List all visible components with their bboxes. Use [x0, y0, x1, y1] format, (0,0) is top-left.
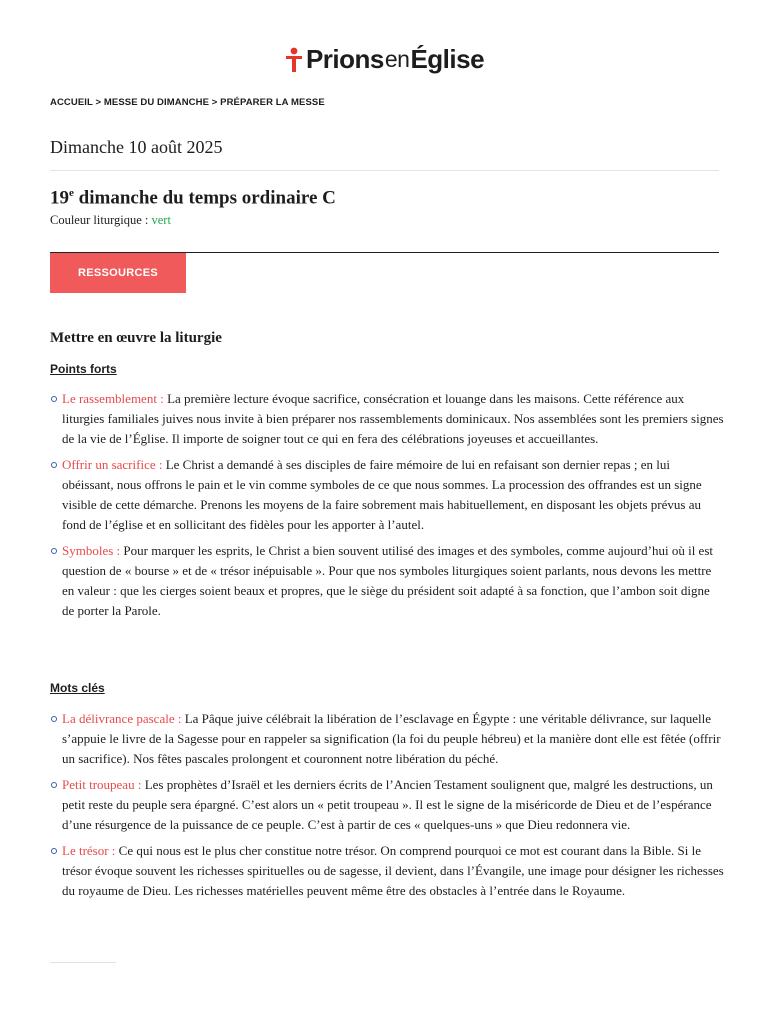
points-forts-list: [62, 389, 724, 627]
site-logo[interactable]: [284, 44, 484, 75]
list-item-text: Les prophètes d’Israël et les derniers écrits de l’Ancien Testament soulignent que, malgré les destructions, un petit reste du peuple sera épargné. C’est alors un « petit troupeau ». Il est le signe de la miséricorde de Dieu et de l’espérance d’une résurgence de la puissance de ce peuple. C’est à partir de ces « quelques-uns » que Dieu redonnera vie.: [62, 777, 713, 832]
logo-word-eglise: Église: [410, 44, 485, 74]
list-item: [62, 775, 724, 835]
breadcrumb[interactable]: ACCUEIL > MESSE DU DIMANCHE > PRÉPARER LA MESSE: [50, 97, 325, 108]
list-item: [62, 389, 724, 449]
mots-cles-list: [62, 709, 724, 907]
list-item-term: Offrir un sacrifice :: [62, 457, 163, 472]
list-item-text: Pour marquer les esprits, le Christ a bien souvent utilisé des images et des symboles, comme aujourd’hui où il est question de « bourse » et de « trésor inépuisable ». Pour que nos symboles liturgiques soient parlants, nous devons les mettre en valeur : que les cierges soient beaux et propres, que le siège du président soit adapté à sa fonction, que l’ambon soit digne de porter la Parole.: [62, 543, 713, 618]
list-item-term: Petit troupeau :: [62, 777, 142, 792]
list-item: [62, 455, 724, 535]
page-date: Dimanche 10 août 2025: [50, 137, 223, 157]
list-item: [62, 709, 724, 769]
list-item-text: Le Christ a demandé à ses disciples de faire mémoire de lui en refaisant son dernier repas ; en lui obéissant, nous offrons le pain et le vin comme symboles de ce que nous sommes. La procession des offrandes est un signe visible de cette démarche. Prenons les moyens de la faire sobrement mais habituellement, en disposant les objets prévus au fond de l’église et en sollicitant des fidèles pour les apporter à l’autel.: [62, 457, 702, 532]
title-ordinal-suffix: e: [69, 187, 74, 199]
praying-figure-icon: [284, 47, 304, 73]
list-item-text: La première lecture évoque sacrifice, consécration et louange dans les maisons. Cette référence aux liturgies familiales juives nous invite à bien préparer nos rassemblements dominicaux. Nos assemblées sont les premiers signes de la vie de l’Église. Il importe de soigner tout ce qui en fera des célébrations joyeuses et accueillantes.: [62, 391, 724, 446]
title-text: dimanche du temps ordinaire C: [73, 187, 336, 209]
list-item-term: Le trésor :: [62, 843, 116, 858]
list-item-text: Ce qui nous est le plus cher constitue notre trésor. On comprend pourquoi ce mot est courant dans la Bible. Si le trésor évoque souvent les richesses spirituelles ou de sagesse, il devient, dans l’Évangile, une image pour désigner les richesses du royaume de Dieu. Les richesses matérielles peuvent même être des obstacles à l’entrée dans le Royaume.: [62, 843, 724, 898]
liturgical-color-value: vert: [151, 213, 171, 227]
divider: [50, 170, 719, 171]
mots-cles-heading: Mots clés: [50, 681, 105, 695]
page-title: [50, 187, 336, 209]
logo-word-en: en: [384, 46, 410, 72]
liturgical-color: [50, 213, 171, 228]
list-item-term: Symboles :: [62, 543, 121, 558]
title-number: 19: [50, 187, 69, 209]
list-item-term: Le rassemblement :: [62, 391, 164, 406]
section-title: Mettre en œuvre la liturgie: [50, 330, 222, 346]
points-forts-heading: Points forts: [50, 362, 117, 376]
list-item-term: La délivrance pascale :: [62, 711, 182, 726]
site-header: [0, 44, 768, 80]
list-item-text: La Pâque juive célébrait la libération de l’esclavage en Égypte : une véritable délivrance, sur laquelle s’appuie le livre de la Sagesse pour en rappeler sa signification (la foi du peuple hébreu) et la manière dont elle est fêtée (offrir un sacrifice). Nos fêtes pascales prolongent et couronnent notre libération du péché.: [62, 711, 721, 766]
liturgical-color-label: Couleur liturgique :: [50, 213, 152, 227]
logo-word-prions: Prions: [305, 44, 384, 74]
list-item: [62, 841, 724, 901]
footer-divider: [50, 962, 116, 963]
list-item: [62, 541, 724, 621]
tab-ressources[interactable]: RESSOURCES: [50, 253, 186, 293]
